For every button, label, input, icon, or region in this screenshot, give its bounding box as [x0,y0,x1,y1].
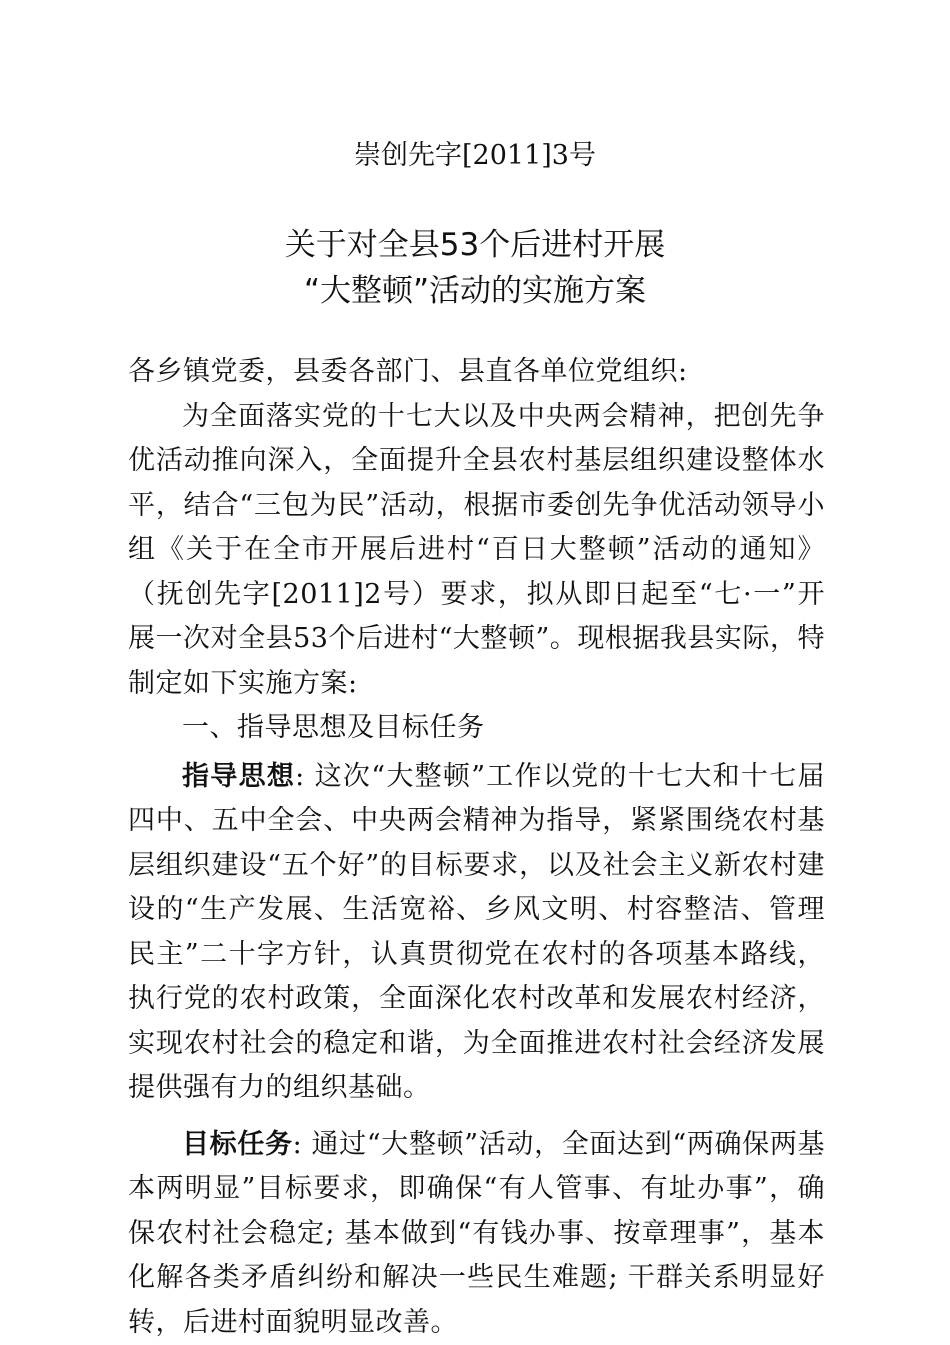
goal-label: 目标任务 [182,1129,293,1160]
document-title [0,222,950,314]
document-body [128,350,825,1345]
guiding-paragraph [128,755,825,1111]
title-line-1: 关于对全县53个后进村开展 [0,222,950,268]
goal-paragraph [128,1123,825,1345]
section-heading-guiding-goals: 一、指导思想及目标任务 [128,706,825,751]
salutation: 各乡镇党委，县委各部门、县直各单位党组织: [128,350,825,395]
guiding-label: 指导思想 [182,761,295,792]
goal-text: : 通过“大整顿”活动，全面达到“两确保两基本两明显”目标要求，即确保“有人管事、有址办事”，确保农村社会稳定; 基本做到“有钱办事、按章理事”，基本化解各类矛盾纠纷和解决一些民生难题; 干群关系明显好转，后进村面貌明显改善。 [128,1129,825,1338]
title-line-2: “大整顿”活动的实施方案 [0,268,950,314]
document-number: 崇创先字[2011]3号 [0,138,950,174]
guiding-text: : 这次“大整顿”工作以党的十七大和十七届四中、五中全会、中央两会精神为指导，紧紧围绕农村基层组织建设“五个好”的目标要求，以及社会主义新农村建设的“生产发展、生活宽裕、乡风文明、村容整洁、管理民主”二十字方针，认真贯彻党在农村的各项基本路线，执行党的农村政策，全面深化农村改革和发展农村经济，实现农村社会的稳定和谐，为全面推进农村社会经济发展提供强有力的组织基础。 [128,761,825,1104]
intro-paragraph: 为全面落实党的十七大以及中央两会精神，把创先争优活动推向深入，全面提升全县农村基层组织建设整体水平，结合“三包为民”活动，根据市委创先争优活动领导小组《关于在全市开展后进村“百日大整顿”活动的通知》（抚创先字[2011]2号）要求，拟从即日起至“七·一”开展一次对全县53个后进村“大整顿”。现根据我县实际，特制定如下实施方案: [128,395,825,707]
